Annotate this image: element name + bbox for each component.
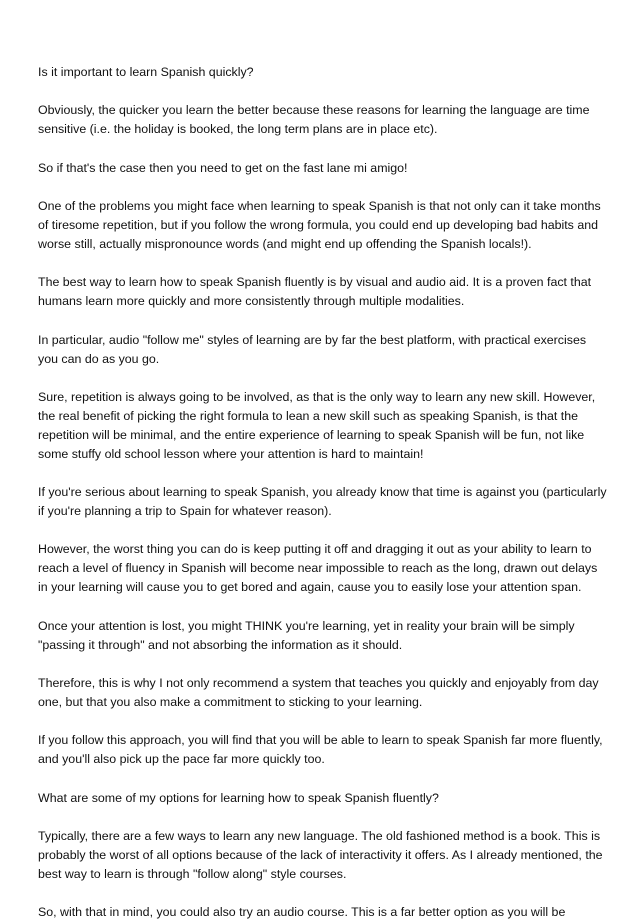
paragraph: Is it important to learn Spanish quickly? (38, 65, 254, 79)
paragraph: Obviously, the quicker you learn the better because these reasons for learning the language are time sensitive (i.e. the holiday is booked, the long term plans are in place etc). (38, 103, 590, 137)
paragraph: If you're serious about learning to speak Spanish, you already know that time is against you (particularly if you're planning a trip to Spain for whatever reason). (38, 485, 607, 518)
paragraph: Typically, there are a few ways to learn any new language. The old fashioned method is a book. This is probably the worst of all options because of the lack of interactivity it offers. As I already mentioned, the best way to learn is through "follow along" style courses. (38, 828, 603, 881)
paragraph: So, with that in mind, you could also try an audio course. This is a far better option as you will be (38, 905, 566, 920)
paragraph: If you follow this approach, you will find that you will be able to learn to speak Spanish far more fluently, and you'll also pick up the pace far more quickly too. (38, 733, 603, 767)
paragraph: So if that's the case then you need to get on the fast lane mi amigo! (38, 160, 408, 175)
paragraph: One of the problems you might face when learning to speak Spanish is that not only can it take months of tiresome repetition, but if you follow the wrong formula, you could end up developing bad habits and worse still, actually mispronounce words (and might end up offending the Spanish locals!). (38, 199, 601, 251)
paragraph: Once your attention is lost, you might THINK you're learning, yet in reality your brain will be simply "passing it through" and not absorbing the information as it should. (38, 618, 575, 652)
paragraph: However, the worst thing you can do is keep putting it off and dragging it out as your ability to learn to reach a level of fluency in Spanish will become near impossible to reach as the long, drawn out delays in your learning will cause you to get bored and again, cause you to easily lose your attention span. (38, 542, 598, 595)
paragraph: The best way to learn how to speak Spanish fluently is by visual and audio aid. It is a proven fact that humans learn more quickly and more consistently through multiple modalities. (38, 275, 592, 309)
paragraph: In particular, audio "follow me" styles of learning are by far the best platform, with practical exercises you can do as you go. (38, 332, 587, 366)
paragraph: What are some of my options for learning how to speak Spanish fluently? (38, 790, 439, 805)
paragraph: Therefore, this is why I not only recommend a system that teaches you quickly and enjoyably from day one, but that you also make a commitment to sticking to your learning. (38, 675, 599, 709)
paragraph: Sure, repetition is always going to be involved, as that is the only way to learn any new skill. However, the real benefit of picking the right formula to lean a new skill such as speaking Spanish, is that the repetition will be minimal, and the entire experience of learning to speak Spanish will be fun, not like some stuffy old school lesson where your attention is hard to maintain! (38, 389, 596, 461)
